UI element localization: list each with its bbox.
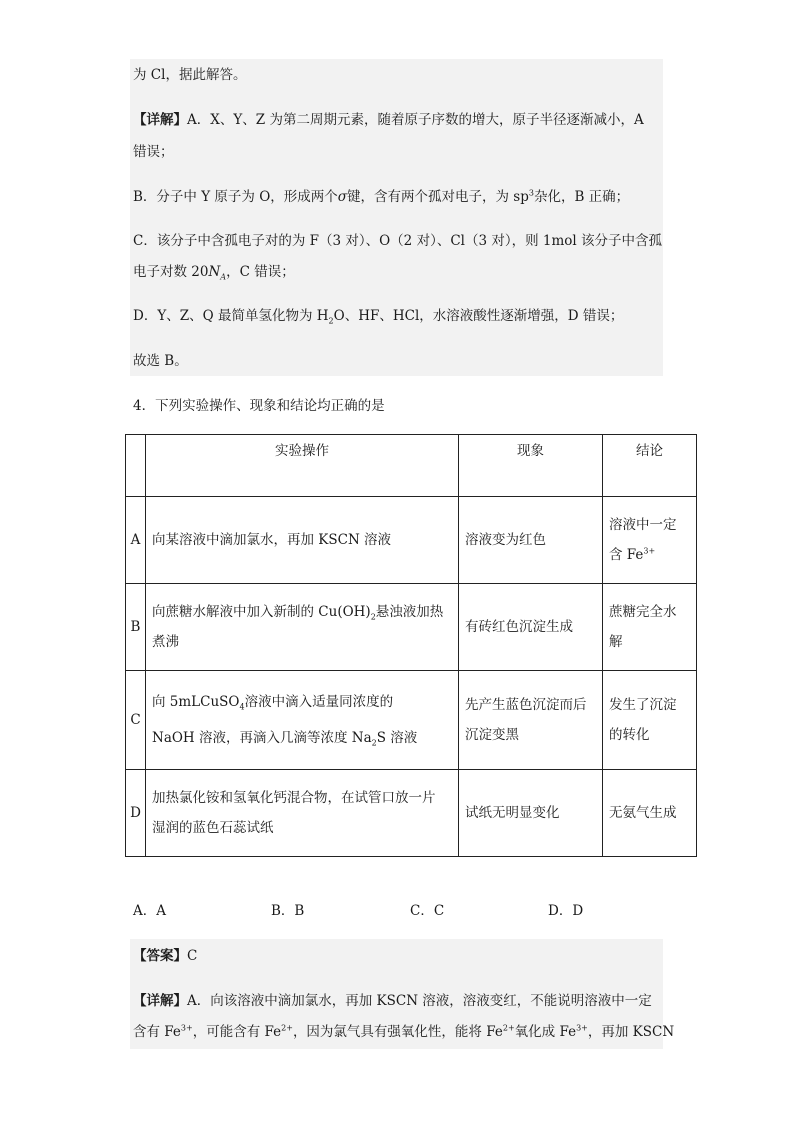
text: 键，含有两个孤对电子，为 sp	[347, 189, 529, 205]
superscript: 3	[528, 188, 534, 198]
header-phenomenon: 现象	[459, 435, 603, 497]
operation-cell	[146, 671, 459, 770]
detail-line-a	[133, 110, 644, 130]
subscript: A	[220, 272, 227, 282]
detail-line-c2	[133, 262, 295, 282]
text: S 溶液	[376, 730, 418, 746]
operation-cell	[146, 584, 459, 671]
text: 加热氯化铵和氢氧化钙混合物，在试管口放一片	[152, 790, 436, 806]
answer-line	[133, 946, 197, 966]
conclusion-line	[133, 351, 188, 371]
text: 杂化，B 正确；	[533, 189, 630, 205]
text: ，再加 KSCN	[587, 1024, 675, 1040]
text: 先产生蓝色沉淀而后	[465, 697, 587, 713]
text: 故选 B。	[133, 353, 188, 369]
text: B．分子中 Y 原子为 O，形成两个	[133, 189, 338, 205]
conclusion-cell	[603, 770, 697, 857]
text: 错误；	[133, 144, 174, 160]
conclusion-cell	[603, 497, 697, 584]
text: 发生了沉淀	[609, 697, 677, 713]
option-c: C．C	[410, 903, 445, 919]
detail-line-a2	[133, 142, 174, 162]
text: 为 Cl，据此解答。	[133, 67, 247, 83]
text: NaOH 溶液，再滴入几滴等浓度 Na	[152, 730, 372, 746]
text: 向蔗糖水解液中加入新制的 Cu(OH)	[152, 604, 371, 620]
text: 含有 Fe	[133, 1024, 181, 1040]
superscript: 3+	[643, 546, 656, 556]
explanation-line	[133, 65, 246, 85]
text: 的转化	[609, 727, 650, 743]
row-label: B	[126, 584, 146, 671]
operation-cell	[146, 497, 459, 584]
text: ，可能含有 Fe	[192, 1024, 282, 1040]
table-row	[126, 770, 697, 857]
text: A．向该溶液中滴加氯水，再加 KSCN 溶液，溶液变红，不能说明溶液中一定	[187, 993, 652, 1009]
text: 无氨气生成	[609, 805, 677, 821]
detail-line-d	[133, 306, 623, 326]
text: C．该分子中含孤电子对的为 F（3 对）、O（2 对）、Cl（3 对），则 1mol 该分子中含孤	[133, 233, 663, 249]
option-a: A．A	[133, 903, 166, 919]
superscript: 3+	[180, 1023, 193, 1033]
option-d: D．D	[548, 903, 584, 919]
text: 解	[609, 634, 623, 650]
option-b: B．B	[271, 903, 305, 919]
header-operation: 实验操作	[146, 435, 459, 497]
table-row	[126, 671, 697, 770]
avogadro-symbol: N	[208, 264, 221, 280]
row-label: D	[126, 770, 146, 857]
text: 悬浊液加热	[375, 604, 444, 620]
phenomenon-cell	[459, 584, 603, 671]
superscript: 3+	[576, 1023, 588, 1033]
question-stem	[133, 396, 385, 416]
text: 电子对数 20	[133, 264, 209, 280]
text: 溶液变为红色	[465, 532, 546, 548]
sigma-symbol: σ	[337, 189, 347, 205]
text: 溶液中一定	[609, 517, 677, 533]
text: 试纸无明显变化	[465, 805, 560, 821]
conclusion-cell	[603, 584, 697, 671]
detail-line-b	[133, 187, 629, 207]
subscript: 2	[370, 612, 376, 622]
row-label: A	[126, 497, 146, 584]
subscript: 4	[239, 702, 245, 712]
header-conclusion: 结论	[603, 435, 697, 497]
text: A．X、Y、Z 为第二周期元素，随着原子序数的增大，原子半径逐渐减小，A	[187, 112, 644, 128]
text: 煮沸	[152, 634, 179, 650]
detail-label: 【详解】	[133, 993, 187, 1009]
phenomenon-cell	[459, 497, 603, 584]
superscript: 2+	[502, 1023, 515, 1033]
subscript: 2	[328, 316, 334, 326]
text: 含 Fe	[609, 547, 644, 563]
superscript: 2+	[281, 1023, 293, 1033]
phenomenon-cell	[459, 770, 603, 857]
subscript: 2	[371, 738, 377, 748]
text: 4．下列实验操作、现象和结论均正确的是	[133, 398, 385, 414]
text: 溶液中滴入适量同浓度的	[244, 694, 394, 710]
experiment-table	[125, 434, 697, 857]
text: ，C 错误；	[226, 264, 295, 280]
text: D．Y、Z、Q 最简单氢化物为 H	[133, 308, 329, 324]
text: 向某溶液中滴加氯水，再加 KSCN 溶液	[152, 532, 392, 548]
text: 向 5mLCuSO	[152, 694, 240, 710]
detail-line-c	[133, 231, 662, 251]
text: 有砖红色沉淀生成	[465, 619, 573, 635]
text: 沉淀变黑	[465, 727, 519, 743]
text: O、HF、HCl，水溶液酸性逐渐增强，D 错误；	[333, 308, 624, 324]
header-label	[126, 435, 146, 497]
row-label: C	[126, 671, 146, 770]
phenomenon-cell	[459, 671, 603, 770]
table-row	[126, 497, 697, 584]
table-header-row	[126, 435, 697, 497]
answer-label: 【答案】	[133, 948, 187, 964]
text: 氧化成 Fe	[514, 1024, 577, 1040]
detail-label: 【详解】	[133, 112, 187, 128]
text: ，因为氯气具有强氧化性，能将 Fe	[292, 1024, 503, 1040]
conclusion-cell	[603, 671, 697, 770]
explanation-background	[130, 59, 663, 376]
answer-detail-line2	[133, 1022, 674, 1042]
text: 湿润的蓝色石蕊试纸	[152, 820, 274, 836]
answer-detail-line	[133, 991, 652, 1011]
table-row	[126, 584, 697, 671]
text: 蔗糖完全水	[609, 604, 677, 620]
operation-cell	[146, 770, 459, 857]
answer-value: C	[187, 948, 198, 964]
